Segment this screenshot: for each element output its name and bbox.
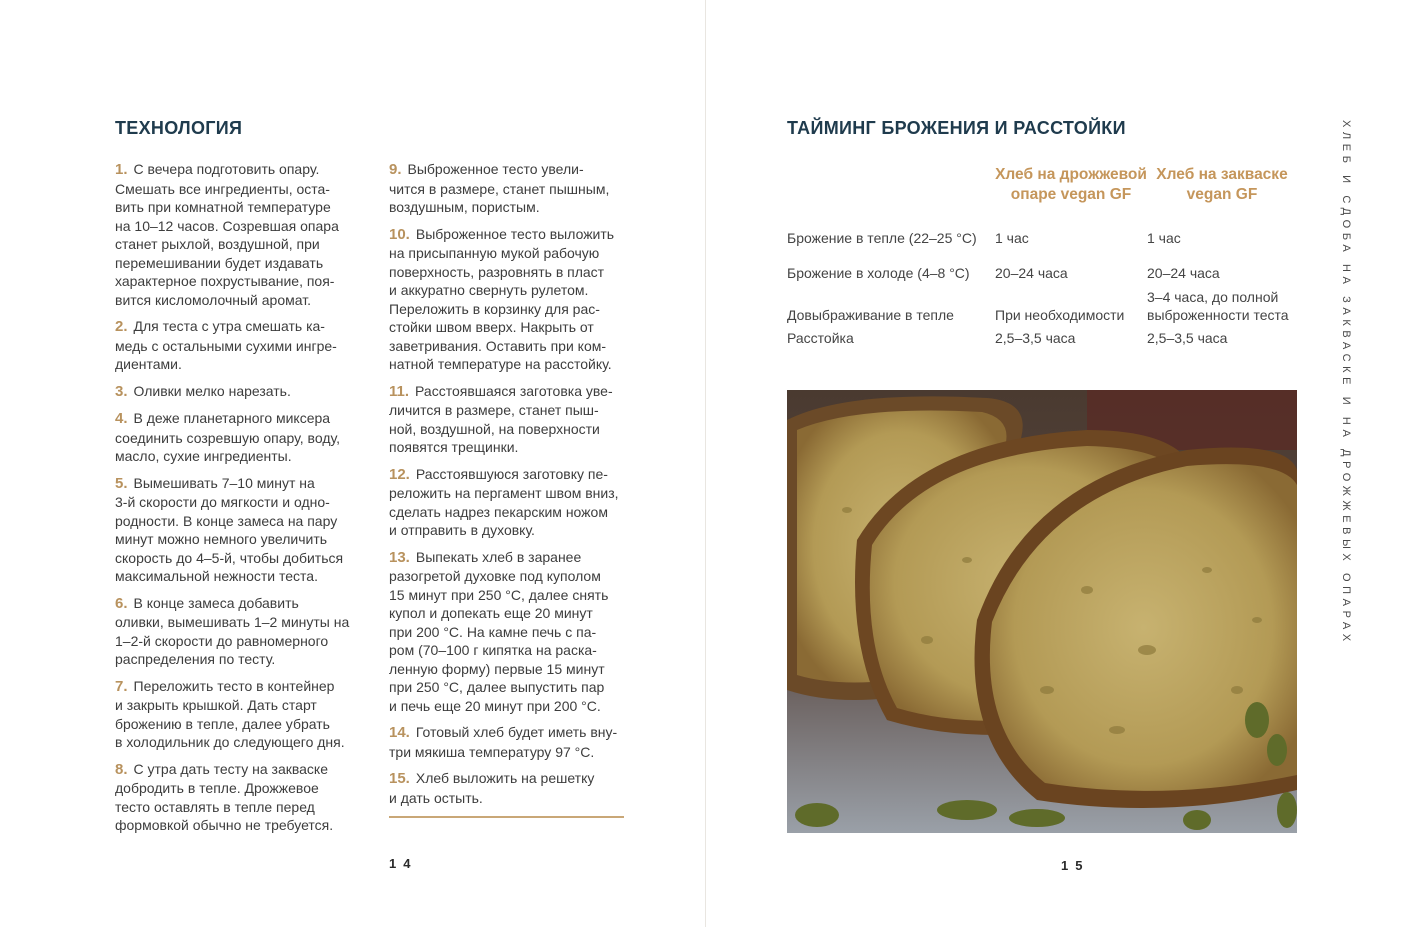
step-number: 3. — [115, 382, 128, 400]
step-text-line: Смешать все ингредиенты, оста- — [115, 180, 330, 197]
step-text-line: Выброженное тесто выложить — [415, 225, 615, 242]
step-text-line: и аккуратно свернуть рулетом. — [389, 282, 589, 298]
step-text-line: натной температуре на расстойку. — [389, 356, 612, 372]
row-rise-yeast: 2,5–3,5 часа — [995, 330, 1076, 346]
step-text-line: реложить на пергамент швом вниз, — [389, 485, 619, 501]
step-text-line: В деже планетарного миксера — [133, 410, 331, 426]
step-text-line: формовкой обычно не требуется. — [115, 817, 334, 833]
step-text-line: вится кисломолочный аромат. — [115, 291, 311, 308]
step-number: 1. — [115, 161, 128, 178]
step-text-line: оливки, вымешивать 1–2 минуты на — [115, 614, 350, 630]
step-text-line: Выброженное тесто увели- — [407, 161, 584, 177]
step-text-line: и отправить в духовку. — [389, 522, 535, 538]
step-text-line: родности. В конце замеса на пару — [115, 512, 338, 529]
steps-column-1 — [115, 160, 355, 843]
step-text-line: 1–2-й скорости до равномерного — [115, 632, 329, 649]
step-text-line: и закрыть крышкой. Дать старт — [115, 697, 317, 713]
step-text-line: разогретой духовке под куполом — [389, 568, 601, 584]
step-1 — [115, 160, 355, 309]
step-text-line: на присыпанную мукой рабочую — [389, 245, 600, 261]
row-label-rise: Расстойка — [787, 330, 854, 346]
step-text-line: заветривания. Оставить при ком- — [389, 337, 607, 354]
step-text-line: при 200 °С. На камне печь с па- — [389, 623, 597, 640]
step-text-line: распределения по тесту. — [115, 651, 276, 667]
step-number: 11. — [389, 382, 410, 400]
step-13 — [389, 548, 629, 716]
step-4 — [115, 409, 355, 466]
page-number-left: 14 — [389, 856, 418, 871]
step-8 — [115, 760, 355, 835]
table-header-yeast — [990, 165, 1152, 205]
step-text-line: Выпекать хлеб в заранее — [415, 548, 582, 565]
step-text-line: на 10–12 часов. Созревшая опара — [115, 217, 339, 234]
step-text-line: сделать надрез пекарским ножом — [389, 503, 608, 520]
step-text-line: 15 минут при 250 °С, далее снять — [389, 586, 609, 603]
step-text-line: Переложить тесто в контейнер — [133, 677, 335, 694]
step-text-line: личится в размере, станет пыш- — [389, 402, 599, 418]
step-text-line: стойки швом вверх. Накрыть от — [389, 319, 594, 335]
step-text-line: вить при комнатной температуре — [115, 199, 331, 215]
row-warm-yeast: 1 час — [995, 230, 1029, 246]
technology-heading: ТЕХНОЛОГИЯ — [115, 118, 243, 138]
step-text-line: ром (70–100 г кипятка на раска- — [389, 642, 597, 658]
page-number-right: 15 — [1061, 858, 1090, 873]
step-number: 15. — [389, 770, 410, 787]
timing-heading: ТАЙМИНГ БРОЖЕНИЯ И РАССТОЙКИ — [787, 118, 1126, 138]
row-cold-yeast: 20–24 часа — [995, 265, 1068, 281]
steps-column-2 — [389, 160, 629, 815]
step-text-line: при 250 °С, далее выпустить пар — [389, 679, 605, 695]
step-text-line: диентами. — [115, 356, 182, 372]
step-text-line: минут можно немного увеличить — [115, 531, 328, 547]
step-text-line: станет рыхлой, воздушной, при — [115, 236, 320, 252]
step-text-line: и печь еще 20 минут при 200 °С. — [389, 697, 601, 714]
table-header-sourdough-line1: Хлеб на закваске — [1156, 166, 1288, 183]
step-text-line: чится в размере, станет пышным, — [389, 180, 610, 197]
row-rise-sourdough: 2,5–3,5 часа — [1147, 330, 1228, 346]
step-11 — [389, 382, 629, 457]
step-3 — [115, 382, 355, 402]
step-text-line: ной, воздушной, на поверхности — [389, 420, 600, 437]
step-5 — [115, 474, 355, 586]
step-text-line: максимальной нежности теста. — [115, 568, 318, 584]
step-9 — [389, 160, 629, 217]
step-6 — [115, 594, 355, 669]
row-label-cold: Брожение в холоде (4–8 °С) — [787, 265, 970, 281]
row-label-warm: Брожение в тепле (22–25 °С) — [787, 230, 977, 246]
step-number: 6. — [115, 594, 128, 612]
step-text-line: характерное похрустывание, поя- — [115, 273, 335, 289]
row-proof-warm-sourdough-line1: 3–4 часа, до полной — [1147, 289, 1279, 305]
step-text-line: купол и допекать еще 20 минут — [389, 605, 593, 621]
step-text-line: добродить в тепле. Дрожжевое — [115, 780, 319, 796]
step-text-line: С вечера подготовить опару. — [133, 161, 320, 177]
step-14 — [389, 723, 629, 761]
step-text-line: тесто оставлять в тепле перед — [115, 798, 315, 815]
step-text-line: перемешивании будет издавать — [115, 254, 324, 271]
step-text-line: масло, сухие ингредиенты. — [115, 448, 292, 464]
step-10 — [389, 225, 629, 374]
step-text-line: три мякиша температуру 97 °С. — [389, 743, 595, 760]
step-text-line: С утра дать тесту на закваске — [133, 760, 329, 777]
step-15 — [389, 769, 629, 807]
step-7 — [115, 677, 355, 752]
step-text-line: Вымешивать 7–10 минут на — [133, 474, 315, 491]
bread-illustration — [787, 390, 1297, 833]
step-number: 14. — [389, 724, 410, 741]
row-label-proof-warm: Довыбраживание в тепле — [787, 307, 954, 323]
bread-photo — [787, 390, 1297, 833]
step-number: 4. — [115, 410, 128, 427]
step-text-line: соединить созревшую опару, воду, — [115, 429, 340, 446]
step-text-line: Переложить в корзинку для рас- — [389, 300, 600, 317]
step-12 — [389, 465, 629, 540]
step-number: 10. — [389, 225, 410, 243]
step-text-line: В конце замеса добавить — [133, 594, 299, 611]
step-text-line: Для теста с утра смешать ка- — [133, 318, 325, 334]
step-text-line: поверхность, разровнять в пласт — [389, 263, 605, 280]
row-proof-warm-yeast: При необходимости — [995, 307, 1125, 323]
step-text-line: Хлеб выложить на решетку — [415, 770, 595, 786]
step-number: 8. — [115, 760, 128, 778]
row-warm-sourdough: 1 час — [1147, 230, 1181, 246]
step-text-line: 3-й скорости до мягкости и одно- — [115, 494, 330, 510]
table-header-yeast-line1: Хлеб на дрожжевой — [995, 166, 1147, 183]
row-proof-warm-sourdough-line2: выброженности теста — [1147, 307, 1289, 323]
step-text-line: Готовый хлеб будет иметь вну- — [415, 724, 618, 740]
step-text-line: скорость до 4–5-й, чтобы добиться — [115, 549, 344, 566]
step-number: 13. — [389, 548, 410, 566]
step-number: 5. — [115, 474, 128, 492]
step-text-line: и дать остыть. — [389, 789, 483, 806]
step-text-line: ленную форму) первые 15 минут — [389, 660, 605, 677]
column-rule — [389, 816, 624, 818]
step-text-line: медь с остальными сухими ингре- — [115, 337, 337, 354]
step-number: 7. — [115, 677, 128, 695]
step-text-line: Расстоявшуюся заготовку пе- — [415, 465, 608, 482]
table-header-sourdough-line2: vegan GF — [1186, 186, 1258, 203]
step-text-line: Оливки мелко нарезать. — [133, 382, 291, 399]
step-text-line: брожению в тепле, далее убрать — [115, 715, 330, 732]
step-number: 2. — [115, 318, 128, 335]
step-number: 12. — [389, 465, 410, 483]
page-divider — [705, 0, 706, 927]
row-cold-sourdough: 20–24 часа — [1147, 265, 1220, 281]
step-number: 9. — [389, 161, 402, 178]
step-text-line: воздушным, пористым. — [389, 199, 540, 215]
step-text-line: появятся трещинки. — [389, 439, 519, 455]
step-2 — [115, 317, 355, 374]
step-text-line: в холодильник до следующего дня. — [115, 734, 345, 750]
table-header-sourdough — [1152, 165, 1292, 205]
table-header-yeast-line2: опаре vegan GF — [1010, 186, 1132, 203]
vertical-book-title: ХЛЕБ И СДОБА НА ЗАКВАСКЕ И НА ДРОЖЖЕВЫХ ОПАРАХ — [1340, 120, 1352, 646]
step-text-line: Расстоявшаяся заготовка уве- — [415, 382, 613, 399]
